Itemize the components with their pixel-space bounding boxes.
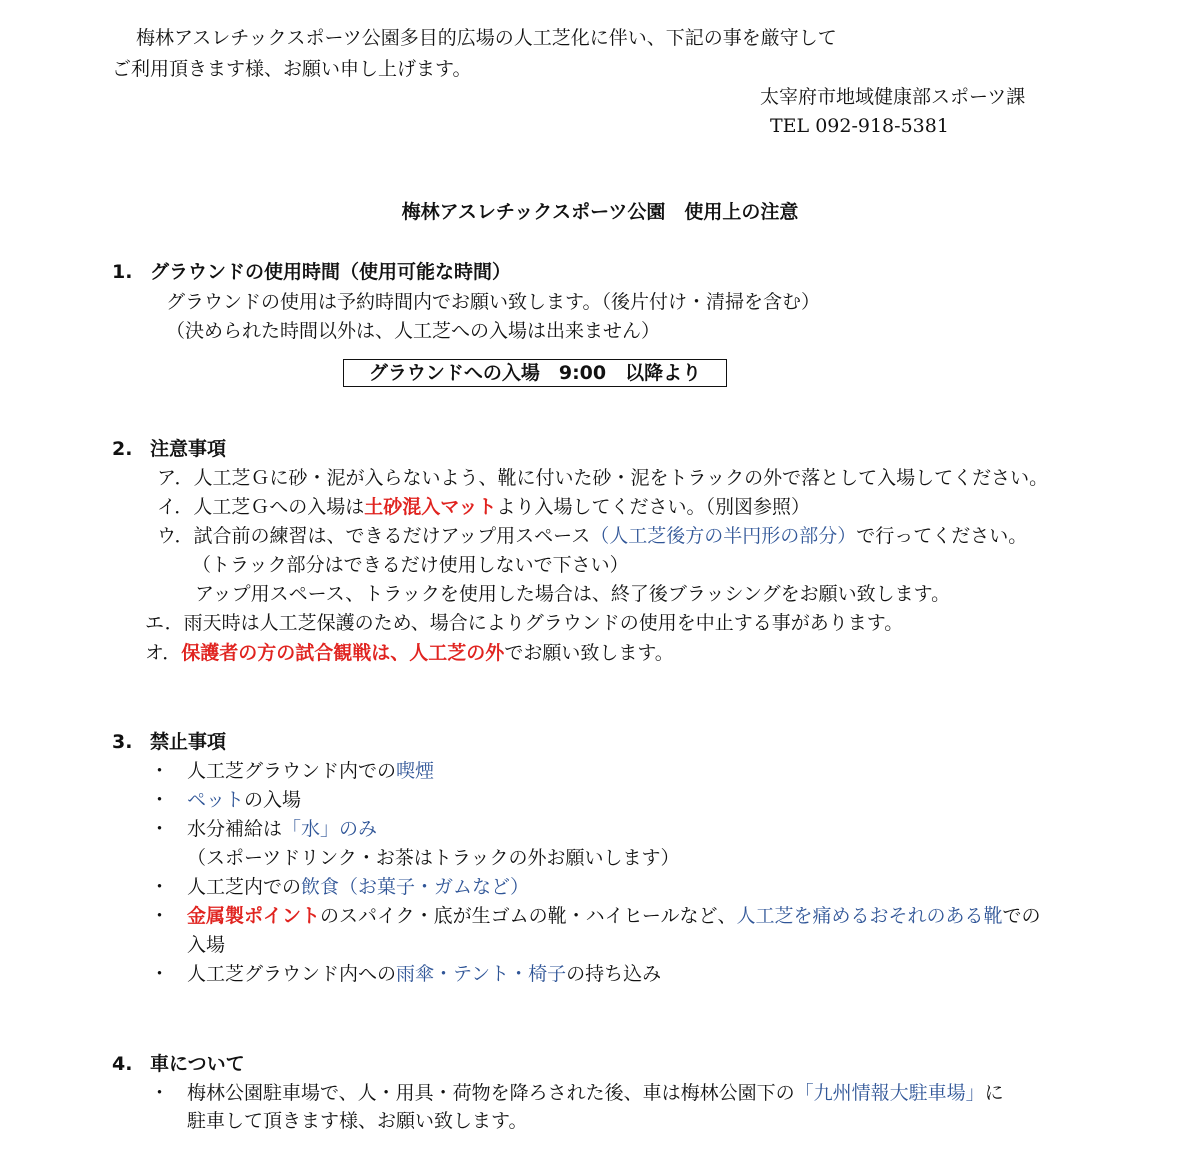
prohibited-item-drinks-note: （スポーツドリンク・お茶はトラックの外お願いします） (187, 847, 680, 869)
prohibited-item-highlight: 雨傘・テント・椅子 (396, 963, 567, 985)
prohibited-item-smoking (187, 759, 434, 783)
section-1-title: グラウンドの使用時間（使用可能な時間） (150, 261, 512, 283)
page-title: 梅林アスレチックスポーツ公園 使用上の注意 (401, 201, 799, 223)
section-3-number: 3. (112, 731, 133, 753)
section-4-number: 4. (112, 1053, 133, 1075)
parking-lot-name: 「九州情報大駐車場」 (794, 1082, 985, 1104)
prohibited-item-food (187, 875, 529, 899)
parking-text-end: に (984, 1082, 1004, 1104)
intro-line-2: ご利用頂きます様、お願い申し上げます。 (112, 58, 472, 80)
caution-item-i-text: イ．人工芝Ｇへの入場は (157, 496, 365, 518)
bullet-mark: ・ (150, 905, 170, 927)
prohibited-item-highlight: 喫煙 (396, 760, 435, 782)
prohibited-item-text-end: での (1002, 905, 1041, 927)
prohibited-item-umbrellas (187, 962, 661, 986)
prohibited-item-text: 水分補給は (187, 818, 283, 840)
prohibited-item-text: の入場 (244, 789, 302, 811)
section-1-heading (112, 260, 511, 284)
bullet-mark: ・ (150, 760, 170, 782)
caution-item-i-text-end: より入場してください。（別図参照） (496, 496, 811, 518)
prohibited-item-highlight: ペット (187, 789, 245, 811)
caution-item-u-line-3: アップ用スペース、トラックを使用した場合は、終了後ブラッシングをお願い致します。 (195, 583, 951, 605)
caution-item-u-highlight: （人工芝後方の半円形の部分） (590, 525, 857, 547)
prohibited-item-text: 人工芝グラウンド内への (187, 963, 397, 985)
caution-item-e: エ．雨天時は人工芝保護のため、場合によりグラウンドの使用を中止する事があります。 (145, 612, 904, 634)
section-3-title: 禁止事項 (150, 731, 227, 753)
section-4-heading (112, 1052, 245, 1076)
entry-time-box: グラウンドへの入場 9:00 以降より (343, 359, 727, 387)
section-1-line-1: グラウンドの使用は予約時間内でお願い致します。（後片付け・清掃を含む） (166, 291, 820, 313)
department-tel: TEL 092-918-5381 (770, 115, 949, 137)
section-2-title: 注意事項 (150, 438, 227, 460)
caution-item-o-label: オ． (145, 642, 182, 664)
section-2-heading (112, 437, 226, 461)
section-1-line-2: （決められた時間以外は、人工芝への入場は出来ません） (166, 320, 661, 342)
intro-line-1: 梅林アスレチックスポーツ公園多目的広場の人工芝化に伴い、下記の事を厳守して (136, 27, 837, 49)
caution-item-a: ア．人工芝Ｇに砂・泥が入らないよう、靴に付いた砂・泥をトラックの外で落として入場してください。 (157, 467, 1049, 489)
caution-item-i-highlight: 土砂混入マット (364, 496, 497, 518)
department-name: 太宰府市地域健康部スポーツ課 (760, 86, 1026, 108)
prohibited-item-drinks (187, 817, 377, 841)
prohibited-item-highlight: 「水」のみ (282, 818, 378, 840)
parking-line-2: 駐車して頂きます様、お願い致します。 (187, 1110, 528, 1132)
bullet-mark: ・ (150, 963, 170, 985)
section-4-title: 車について (150, 1053, 245, 1075)
prohibited-item-text: 人工芝グラウンド内での (187, 760, 397, 782)
parking-text: 梅林公園駐車場で、人・用具・荷物を降ろされた後、車は梅林公園下の (187, 1082, 795, 1104)
prohibited-item-highlight: 飲食（お菓子・ガムなど） (301, 876, 530, 898)
caution-item-o-highlight: 保護者の方の試合観戦は、人工芝の外 (181, 642, 505, 664)
parking-line-1 (187, 1081, 1004, 1105)
bullet-mark: ・ (150, 818, 170, 840)
section-2-number: 2. (112, 438, 133, 460)
bullet-mark: ・ (150, 876, 170, 898)
caution-item-u-text: ウ．試合前の練習は、できるだけアップ用スペース (157, 525, 591, 547)
prohibited-item-shoes-line-2: 入場 (187, 934, 226, 956)
prohibited-item-text: のスパイク・底が生ゴムの靴・ハイヒールなど、 (320, 905, 737, 927)
caution-item-o (145, 641, 674, 665)
caution-item-u (157, 524, 1027, 548)
prohibited-item-shoes (187, 904, 1041, 928)
prohibited-item-red-highlight: 金属製ポイント (187, 905, 321, 927)
prohibited-item-text-end: の持ち込み (566, 963, 662, 985)
prohibited-item-highlight: 人工芝を痛めるおそれのある靴 (736, 905, 1003, 927)
prohibited-item-pets (187, 788, 301, 812)
bullet-mark: ・ (150, 789, 170, 811)
section-3-heading (112, 730, 226, 754)
prohibited-item-text: 人工芝内での (187, 876, 302, 898)
section-1-number: 1. (112, 261, 133, 283)
caution-item-u-line-2: （トラック部分はできるだけ使用しないで下さい） (192, 554, 629, 576)
caution-item-o-text-end: でお願い致します。 (504, 642, 674, 664)
caution-item-i (157, 495, 810, 519)
caution-item-u-text-end: で行ってください。 (856, 525, 1028, 547)
bullet-mark: ・ (150, 1082, 170, 1104)
